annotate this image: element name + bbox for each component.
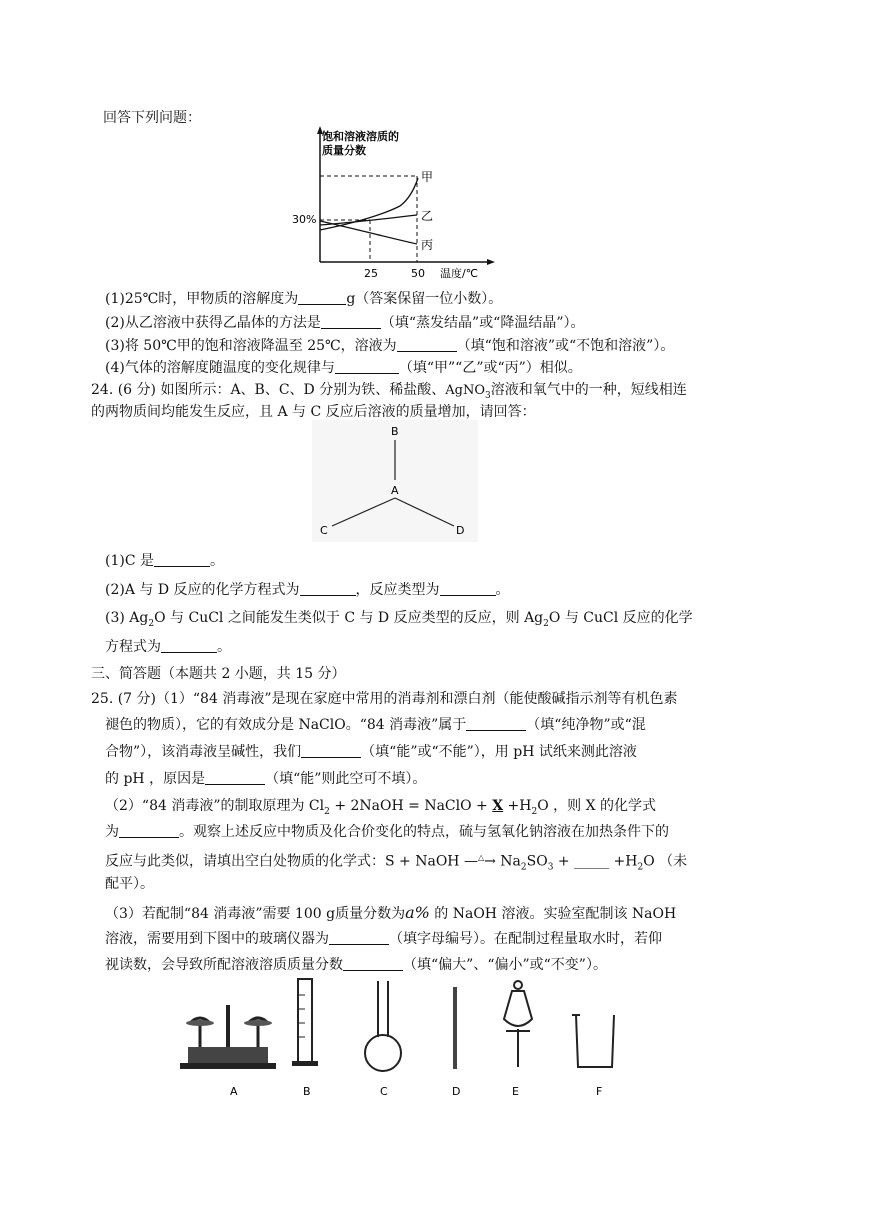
q25-line-7: 反应与此类似，请填出空白处物质的化学式：S + NaOH —△→ $Na_2SO_3$ + _____ $+H_2O$ （未	[105, 853, 688, 873]
q23-item-3: (3)将 50℃甲的饱和溶液降温至 25℃，溶液为 （填“饱和溶液”或“不饱和溶液”）。	[105, 338, 675, 354]
answer-blank[interactable]	[154, 552, 210, 567]
answer-blank[interactable]	[329, 930, 389, 945]
tick-30: 30%	[292, 213, 317, 226]
q25-line-4: 的 pH ，原因是 （填“能”则此空可不填）。	[105, 771, 427, 787]
glass-rod-icon	[453, 987, 457, 1069]
q24-item-3: (3) $Ag_2O$ 与 CuCl 之间能发生类似于 C 与 D 反应类型的反应，则 $Ag_2O$ 与 CuCl 反应的化学	[105, 610, 693, 629]
node-a: A	[391, 484, 399, 497]
x-axis-label: 温度/℃	[440, 267, 479, 280]
curve-label-bing: 丙	[421, 238, 434, 252]
answer-blank[interactable]	[397, 337, 457, 352]
answer-blank[interactable]	[301, 743, 361, 758]
answer-blank[interactable]	[466, 716, 526, 731]
label-f: F	[596, 1085, 603, 1098]
curve-label-jia: 甲	[421, 170, 434, 184]
q25-line-5: （2）“84 消毒液”的制取原理为 $Cl_2$ + 2NaOH = NaClO + $X +H_2O$ ，则 X 的化学式	[105, 798, 657, 817]
label-d: D	[452, 1085, 461, 1098]
q25-line-3: 合物”），该消毒液呈碱性，我们 （填“能”或“不能”），用 pH 试纸来测此溶液	[105, 744, 637, 760]
reaction-diagram	[312, 420, 478, 542]
beaker-icon	[572, 1015, 614, 1067]
node-d: D	[456, 524, 465, 537]
q23-item-4: (4)气体的溶解度随温度的变化规律与 （填“甲”“乙”或“丙”）相似。	[105, 360, 582, 376]
separatory-funnel-icon	[504, 981, 532, 1067]
q24-item-2: (2)A 与 D 反应的化学方程式为 ，反应类型为 。	[105, 582, 510, 598]
label-e: E	[512, 1085, 519, 1098]
answer-blank[interactable]	[440, 581, 496, 596]
q23-item-2: (2)从乙溶液中获得乙晶体的方法是 （填“蒸发结晶”或“降温结晶”）。	[105, 315, 585, 331]
q24-item-3-cont: 方程式为 。	[105, 639, 231, 655]
answer-blank[interactable]	[205, 770, 265, 785]
q25-line-9: （3）若配制“84 消毒液”需要 100 g质量分数为a% 的 NaOH 溶液。实验室配制该 NaOH	[105, 903, 677, 922]
intro-text: 回答下列问题：	[103, 110, 201, 126]
label-b: B	[303, 1085, 311, 1098]
node-b: B	[391, 425, 399, 438]
graduated-cylinder-icon	[292, 979, 318, 1066]
solubility-figure	[290, 124, 510, 286]
apparatus-figure	[160, 975, 650, 1110]
tick-25: 25	[364, 267, 378, 280]
node-c: C	[320, 524, 328, 537]
label-a: A	[230, 1085, 238, 1098]
q24-item-1: (1)C 是 。	[105, 553, 224, 569]
y-axis-label-1: 饱和溶液溶质的	[322, 130, 399, 143]
q25-line-2: 褪色的物质），它的有效成分是 NaClO。“84 消毒液”属于 （填“纯净物”或“混	[105, 717, 646, 733]
section-heading: 三、简答题（本题共 2 小题，共 15 分）	[91, 666, 346, 682]
q25-line-1: 25. (7 分)（1）“84 消毒液”是现在家庭中常用的消毒剂和漂白剂（能使酸碱指示剂等有机色素	[91, 691, 678, 707]
q25-line-8: 配平）。	[105, 876, 154, 892]
tick-50: 50	[411, 267, 425, 280]
answer-blank[interactable]	[298, 290, 346, 305]
q25-line-6: 为 。观察上述反应中物质及化合价变化的特点，硫与氢氧化钠溶液在加热条件下的	[105, 824, 669, 840]
q24-stem-1: 24. (6 分) 如图所示：A、B、C、D 分别为铁、稀盐酸、AgNO$_3$溶液和氧气中的一种，短线相连	[91, 382, 687, 401]
answer-blank[interactable]	[300, 581, 356, 596]
q25-line-11: 视读数，会导致所配溶液溶质质量分数 （填“偏大”、“偏小”或“不变”）。	[105, 957, 607, 973]
volumetric-flask-icon	[365, 981, 401, 1071]
curve-label-yi: 乙	[421, 209, 434, 223]
label-c: C	[380, 1085, 388, 1098]
q23-item-1: (1)25℃时，甲物质的溶解度为 g（答案保留一位小数）。	[105, 291, 503, 307]
q25-line-10: 溶液，需要用到下图中的玻璃仪器为 （填字母编号）。在配制过程量取水时，若仰	[105, 931, 662, 947]
answer-blank[interactable]	[161, 638, 217, 653]
q24-stem-2: 的两物质间均能发生反应，且 A 与 C 反应后溶液的质量增加，请回答：	[91, 404, 536, 420]
answer-blank[interactable]	[343, 956, 403, 971]
y-axis-label-2: 质量分数	[322, 144, 366, 157]
answer-blank[interactable]	[335, 359, 399, 374]
answer-blank[interactable]	[321, 314, 381, 329]
answer-blank[interactable]	[119, 823, 179, 838]
balance-icon	[180, 1005, 276, 1069]
